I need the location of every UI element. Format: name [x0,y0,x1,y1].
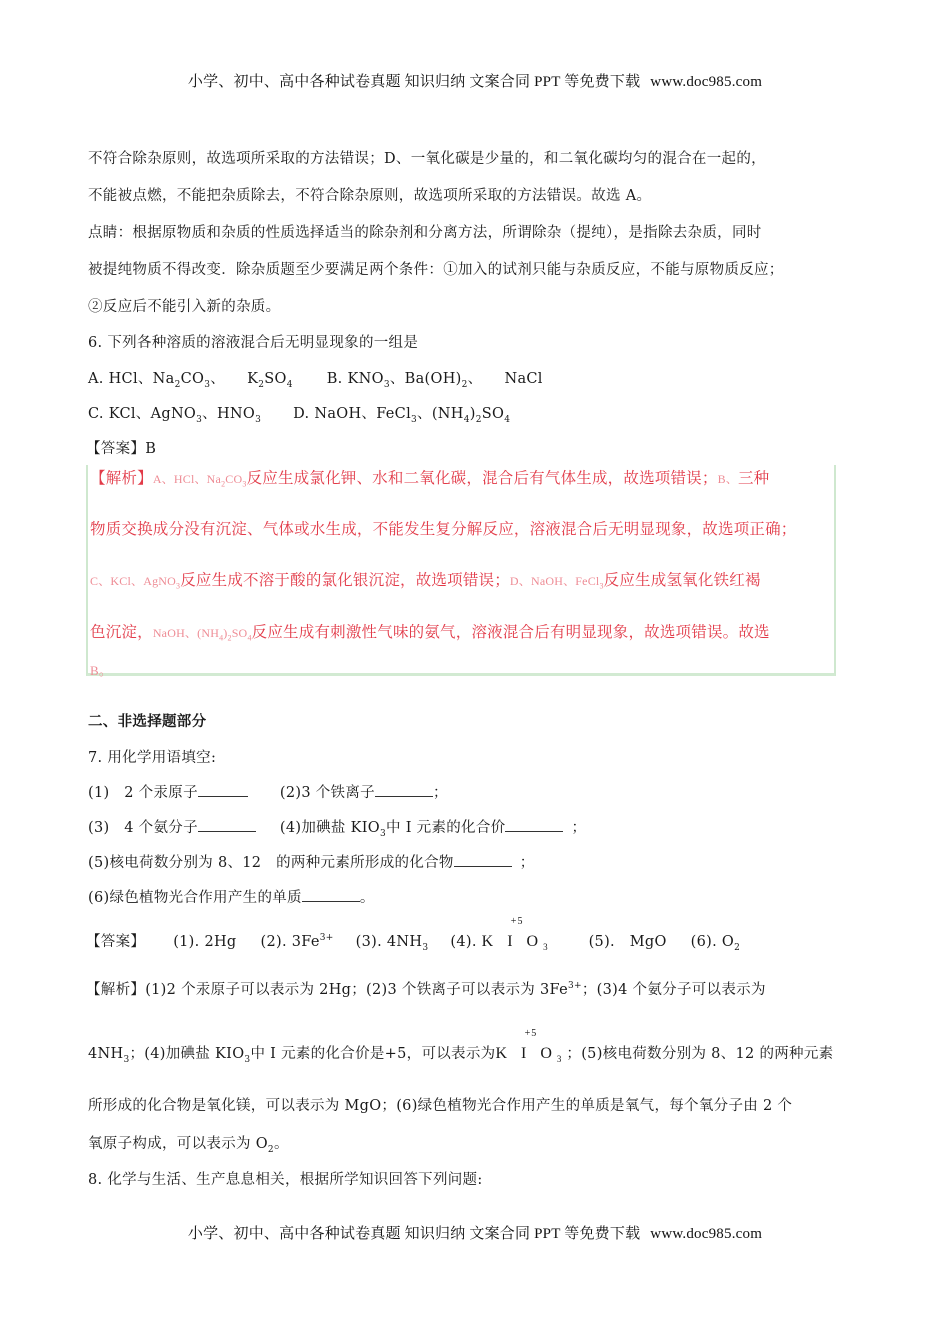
q6-analysis-line-1: 【解析】A、HCl、$Na_2CO_3$反应生成氯化钾、水和二氧化碳，混合后有气体生成，故选项错误；B、三种 [90,469,770,489]
page-header [0,70,950,91]
valence-kio3: +5 K I $O_3$ [481,916,553,953]
q6-analysis-line-3: C、KCl、AgNO$_3$反应生成不溶于酸的氯化银沉淀，故选项错误；D、NaOH、FeCl$_3$反应生成氢氧化铁红褐 [90,571,761,591]
blank-2[interactable] [375,784,433,797]
blank-1[interactable] [198,784,248,797]
q6-answer [86,437,156,458]
q6-options-cd [88,402,510,423]
blank-3[interactable] [198,819,256,832]
header-url[interactable]: www.doc985.com [650,74,763,90]
tip-line-2: 被提纯物质不得改变．除杂质题至少要满足两个条件：①加入的试剂只能与杂质反应，不能与原物质反应； [88,262,784,278]
answer-label: 【答案】 [86,934,146,950]
q7-analysis-line-2: $4NH_3$；(4)加碘盐 $KIO_3$中 I 元素的化合价是+5，可以表示为 +5 K I $O_3$；(5)核电荷数分别为 8、12 的两种元素 [88,1028,834,1065]
option-c: C. KCl、AgNO$_3$、$HNO_3$ [88,406,262,425]
q6-analysis-line-5: B。 [90,663,113,678]
q6-analysis-line-2: 物质交换成分没有沉淀、气体或水生成，不能发生复分解反应，溶液混合后无明显现象，故选项正确； [90,520,797,538]
answer-value: B [145,441,157,457]
header-text: 小学、初中、高中各种试卷真题 知识归纳 文案合同 PPT 等免费下载 [187,74,641,90]
prev-explanation-line-2: 不能被点燃，不能把杂质除去，不符合除杂原则，故选项所采取的方法错误。故选 A。 [88,188,652,204]
q7-stem: 7. 用化学用语填空: [88,750,217,766]
footer-url[interactable]: www.doc985.com [650,1226,763,1242]
page-footer [0,1222,950,1243]
prev-explanation-line-1: 不符合除杂原则，故选项所采取的方法错误；D、一氧化碳是少量的，和二氧化碳均匀的混合在一起的， [88,151,766,167]
q6-stem: 6. 下列各种溶质的溶液混合后无明显现象的一组是 [88,335,419,351]
q8-stem: 8. 化学与生活、生产息息相关，根据所学知识回答下列问题: [88,1172,483,1188]
q7-part-5: (5)核电荷数分别为 8、12 的两种元素所形成的化合物 ； [88,855,535,871]
q7-part-6: (6)绿色植物光合作用产生的单质 。 [88,890,375,906]
q7-analysis-line-4: 氧原子构成，可以表示为 $O_2$。 [88,1136,289,1155]
blank-6[interactable] [302,889,360,902]
tip-line-3: ②反应后不能引入新的杂质。 [88,299,281,315]
blank-4[interactable] [505,819,563,832]
blank-5[interactable] [454,854,512,867]
q7-analysis-line-3: 所形成的化合物是氧化镁，可以表示为 MgO；(6)绿色植物光合作用产生的单质是氧气，每个氧分子由 2 个 [88,1098,793,1114]
footer-text: 小学、初中、高中各种试卷真题 知识归纳 文案合同 PPT 等免费下载 [187,1226,641,1242]
q7-analysis-line-1: 【解析】(1)2 个汞原子可以表示为 2Hg；(2)3 个铁离子可以表示为 $3Fe^{3+}$；(3)4 个氨分子可以表示为 [86,981,766,998]
q7-part-1-2: (1) 2 个汞原子 (2)3 个铁离子 ； [88,785,448,801]
tip-line-1: 点睛：根据原物质和杂质的性质选择适当的除杂剂和分离方法，所谓除杂（提纯），是指除去杂质，同时 [88,225,762,241]
q6-analysis-line-4: 色沉淀，NaOH、$(NH_4)_2SO_4$反应生成有刺激性气味的氨气，溶液混合后有明显现象，故选项错误。故选 [90,623,770,643]
q7-part-3-4: (3) 4 个氨分子 (4)加碘盐 $KIO_3$中 I 元素的化合价 ； [88,820,587,839]
q6-options-ab [88,367,543,388]
answer-label: 【答案】 [86,441,146,457]
valence-kio3-inline: +5 K I $O_3$ [495,1028,567,1065]
option-a: A. HCl、$Na_2CO_3$、 $K_2SO_4$ [88,371,293,390]
option-d: D. NaOH、FeCl$_3$、$(NH_4)_2SO_4$ [293,406,511,425]
option-b: B. $KNO_3$、$Ba(OH)_2$、 NaCl [326,371,543,390]
q7-answer: 【答案】 (1). 2Hg (2). $3Fe^{3+}$ (3). $4NH_3$ (4). +5 K I $O_3$ (5). MgO (6). $O_2$ [86,916,741,953]
section-title: 二、非选择题部分 [88,714,207,730]
